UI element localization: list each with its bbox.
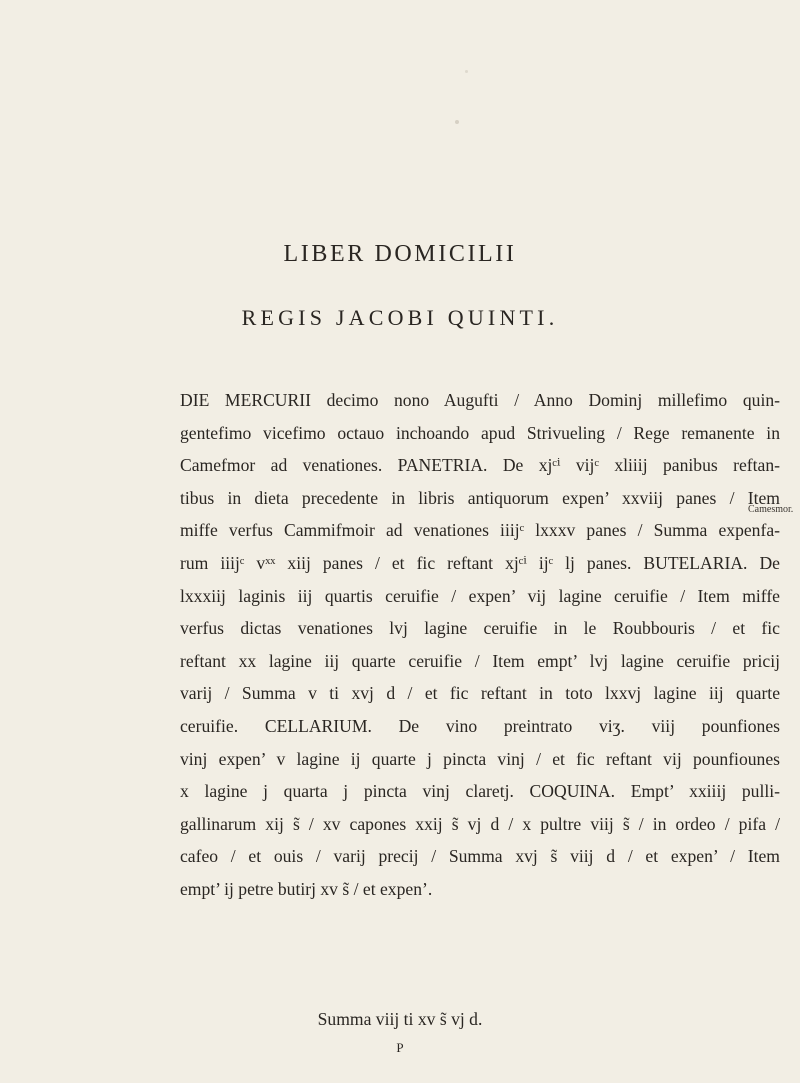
text-line: Camefmor ad venationes. PANETRIA. De xjᶜⁱ vijᶜ xliiij panibus reftan- [180, 455, 780, 476]
text-line: reftant xx lagine iij quarte ceruifie / Item empt’ lvj lagine ceruifie pricij [180, 650, 780, 671]
text-line: DIE MERCURII decimo nono Augufti / Anno Dominj millefimo quin- [180, 390, 780, 410]
margin-note: Camesmor. [748, 504, 794, 515]
title-line-1: LIBER DOMICILII [283, 241, 517, 267]
text-line: lxxxiij laginis iij quartis ceruifie / expen’ vij lagine ceruifie / Item miffe [180, 585, 780, 606]
text-line: rum iiijᶜ vˣˣ xiij panes / et fic reftant xjᶜⁱ ijᶜ lj panes. BUTELARIA. De [180, 552, 780, 573]
text-line: gallinarum xij s̃ / xv capones xxij s̃ vj d / x pultre viij s̃ / in ordeo / pifa / [180, 813, 780, 834]
body-paragraph [180, 384, 780, 906]
text-line: miffe verfus Cammifmoir ad venationes iiijᶜ lxxxv panes / Summa expenfa- [180, 520, 780, 541]
signature-mark: P [396, 1040, 404, 1055]
text-line: empt’ ij petre butirj xv s̃ / et expen’. [180, 878, 433, 899]
paper-spot [455, 120, 459, 124]
title-line-2: REGIS JACOBI QUINTI. [241, 305, 559, 330]
summa-line: Summa viij ti xv s̃ vj d. [317, 1009, 483, 1029]
paper-spot [465, 70, 468, 73]
text-line: vinj expen’ v lagine ij quarte j pincta vinj / et fic reftant vij pounfiounes [180, 748, 780, 769]
text-line: x lagine j quarta j pincta vinj claretj. COQUINA. Empt’ xxiiij pulli- [180, 781, 780, 802]
text-line: varij / Summa v ti xvj d / et fic reftant in toto lxxvj lagine iij quarte [180, 683, 780, 704]
text-line: gentefimo vicefimo octauo inchoando apud Strivueling / Rege remanente in [180, 422, 780, 443]
text-line: cafeo / et ouis / varij precij / Summa xvj s̃ viij d / et expen’ / Item [180, 846, 780, 867]
text-line: verfus dictas venationes lvj lagine ceruifie in le Roubbouris / et fic [180, 618, 780, 639]
text-line: tibus in dieta precedente in libris antiquorum expen’ xxviij panes / Item [180, 487, 780, 508]
text-line: ceruifie. CELLARIUM. De vino preintrato viʒ. viij pounfiones [180, 715, 780, 736]
